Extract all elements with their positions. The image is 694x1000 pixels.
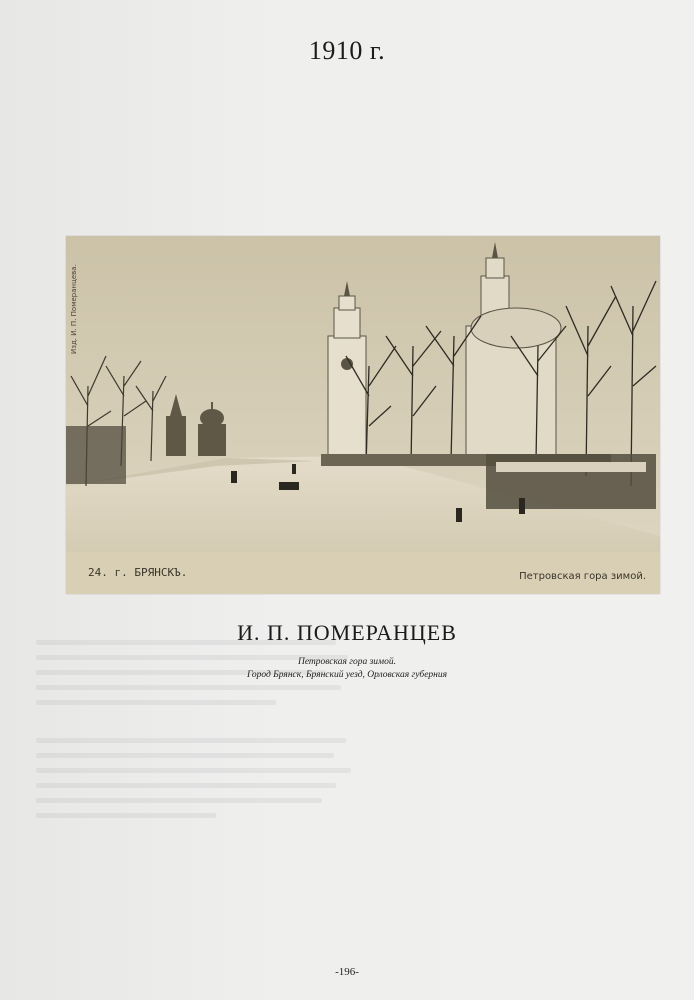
description-line-1: Петровская гора зимой. [297,657,396,667]
description-line-2: Город Брянск, Брянский уезд, Орловская губерния [246,670,448,680]
year-heading: 1910 г. [308,36,386,65]
page-number: -196- [335,966,359,978]
postcard-title: Петровская гора зимой. [519,571,646,582]
postcard-number-city: 24. г. БРЯНСКЪ. [88,566,188,579]
image-description [0,656,694,682]
postcard-caption-strip [66,552,660,594]
author-name: И. П. ПОМЕРАНЦЕВ [237,620,457,645]
postcard-image [66,236,660,594]
winter-street-photo [66,236,660,552]
postcard-publisher-credit: Изд. И. П. Померанцева. [70,264,78,354]
